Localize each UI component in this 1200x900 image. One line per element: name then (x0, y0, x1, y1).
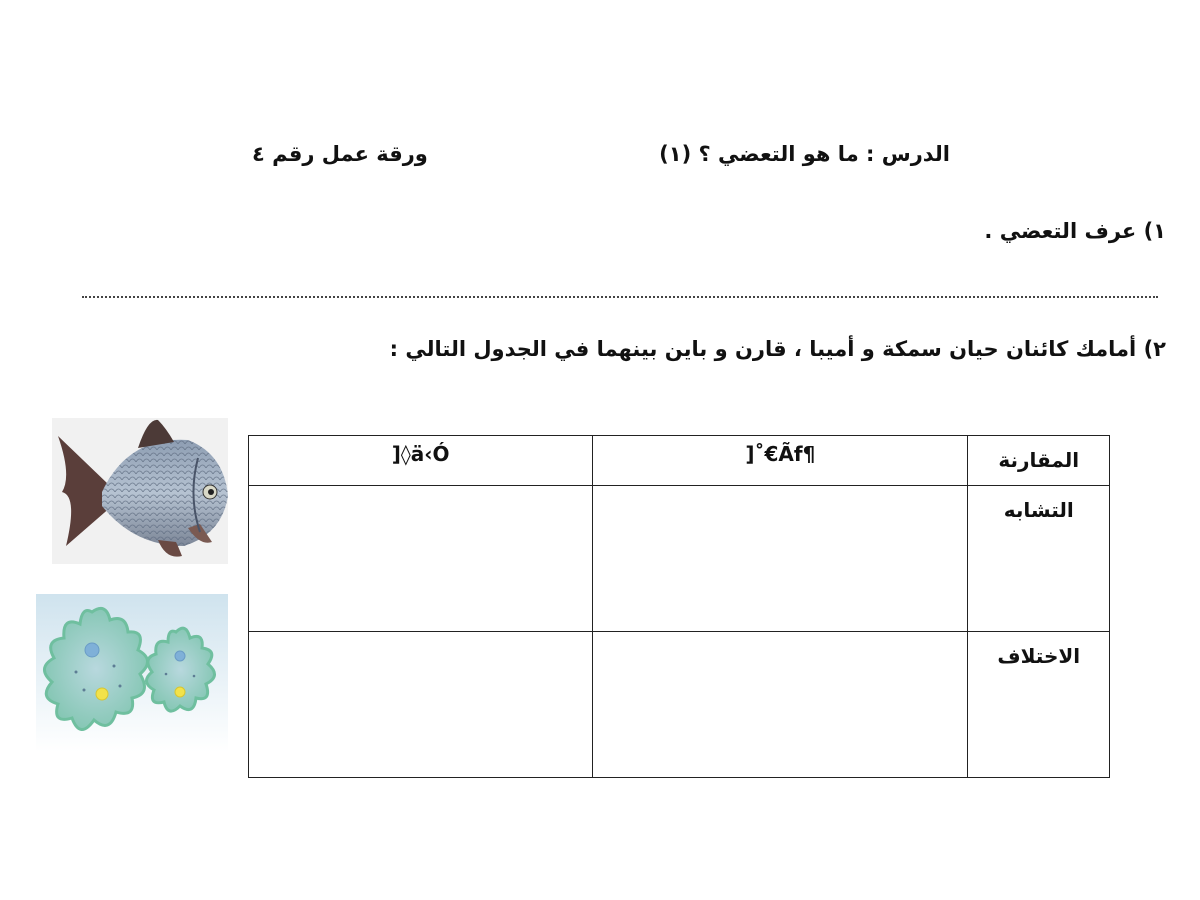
table-row-similarity (249, 486, 1110, 632)
answer-line (82, 280, 1158, 298)
header-cell-comparison (968, 436, 1110, 486)
fish-image (38, 396, 230, 564)
header-cell-col3 (249, 436, 593, 486)
header-col3-text: ]◊ä‹Ó (391, 442, 450, 466)
difference-cell-col2[interactable] (593, 632, 968, 778)
table-row-difference (249, 632, 1110, 778)
header-col2-text: ]˚€Ãf¶ (745, 442, 816, 466)
difference-cell-col3[interactable] (249, 632, 593, 778)
header-comparison-text: المقارنة (998, 448, 1080, 472)
amoeba-illustration (36, 594, 228, 752)
similarity-label-cell (968, 486, 1110, 632)
amoeba-image (36, 594, 228, 752)
table-header-row (249, 436, 1110, 486)
difference-label-cell (968, 632, 1110, 778)
fish-illustration (38, 396, 230, 564)
similarity-cell-col2[interactable] (593, 486, 968, 632)
lesson-title: الدرس : ما هو التعضي ؟ (١) (659, 142, 950, 166)
question-2: ٢) أمامك كائنان حيان سمكة و أميبا ، قارن و باين بينهما في الجدول التالي : (389, 337, 1166, 361)
comparison-table (248, 435, 1110, 778)
question-1: ١) عرف التعضي . (984, 219, 1166, 243)
similarity-cell-col3[interactable] (249, 486, 593, 632)
difference-label: الاختلاف (997, 644, 1081, 668)
header-cell-col2 (593, 436, 968, 486)
similarity-label: التشابه (1003, 498, 1074, 522)
worksheet-number: ورقة عمل رقم ٤ (252, 142, 428, 166)
